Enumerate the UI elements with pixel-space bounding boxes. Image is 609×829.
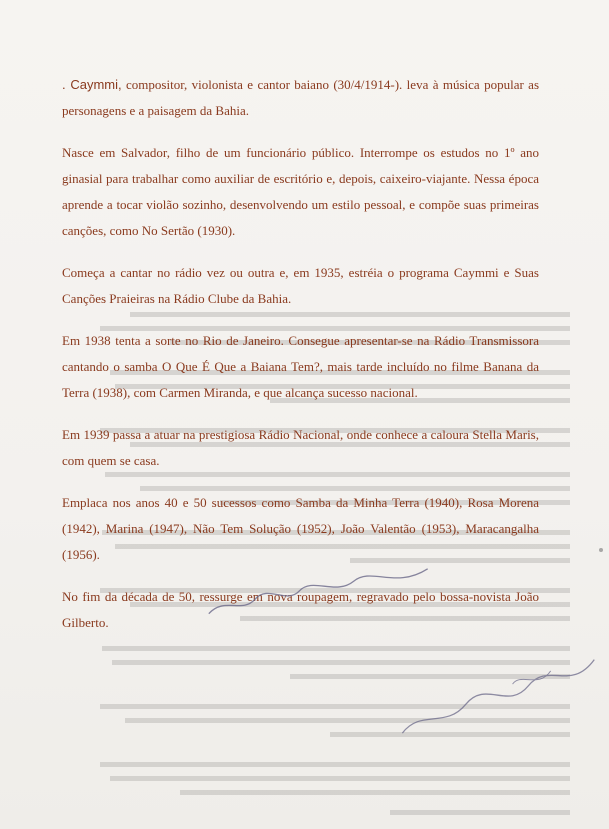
paragraph-bossa-nova: No fim da década de 50, ressurge em nova roupagem, regravado pelo bossa-novista João Gilberto.	[62, 589, 539, 630]
intro-text: compositor, violonista e cantor baiano (30/4/1914-). leva à música popular as personagens e a paisagem da Bahia.	[62, 77, 539, 118]
paragraph-radio-bahia: Começa a cantar no rádio vez ou outra e, em 1935, estréia o programa Caymmi e Suas Canções Praieiras na Rádio Clube da Bahia.	[62, 265, 539, 306]
paragraph-radio-nacional: Em 1939 passa a atuar na prestigiosa Rádio Nacional, onde conhece a caloura Stella Maris, com quem se casa.	[62, 427, 539, 468]
ink-speck	[599, 548, 603, 552]
paragraph-hits: Emplaca nos anos 40 e 50 sucessos como Samba da Minha Terra (1940), Rosa Morena (1942), Marina (1947), Não Tem Solução (1952), João Valentão (1953), Maracangalha (1956).	[62, 495, 539, 562]
intro-lead: . Caymmi,	[62, 77, 122, 92]
biography-text	[62, 72, 539, 652]
paragraph-birth: Nasce em Salvador, filho de um funcionário público. Interrompe os estudos no 1º ano ginasial para trabalhar como auxiliar de escritório e, depois, caixeiro-viajante. Nessa época aprende a tocar violão sozinho, desenvolvendo um estilo pessoal, e compõe suas primeiras canções, como No Sertão (1930).	[62, 145, 539, 238]
paragraph-rio: Em 1938 tenta a sorte no Rio de Janeiro. Consegue apresentar-se na Rádio Transmissora cantando o samba O Que É Que a Baiana Tem?, mais tarde incluído no filme Banana da Terra (1938), com Carmen Miranda, e que alcança sucesso nacional.	[62, 333, 539, 400]
pencil-scribble-2	[392, 651, 608, 744]
paragraph-intro	[62, 72, 539, 124]
